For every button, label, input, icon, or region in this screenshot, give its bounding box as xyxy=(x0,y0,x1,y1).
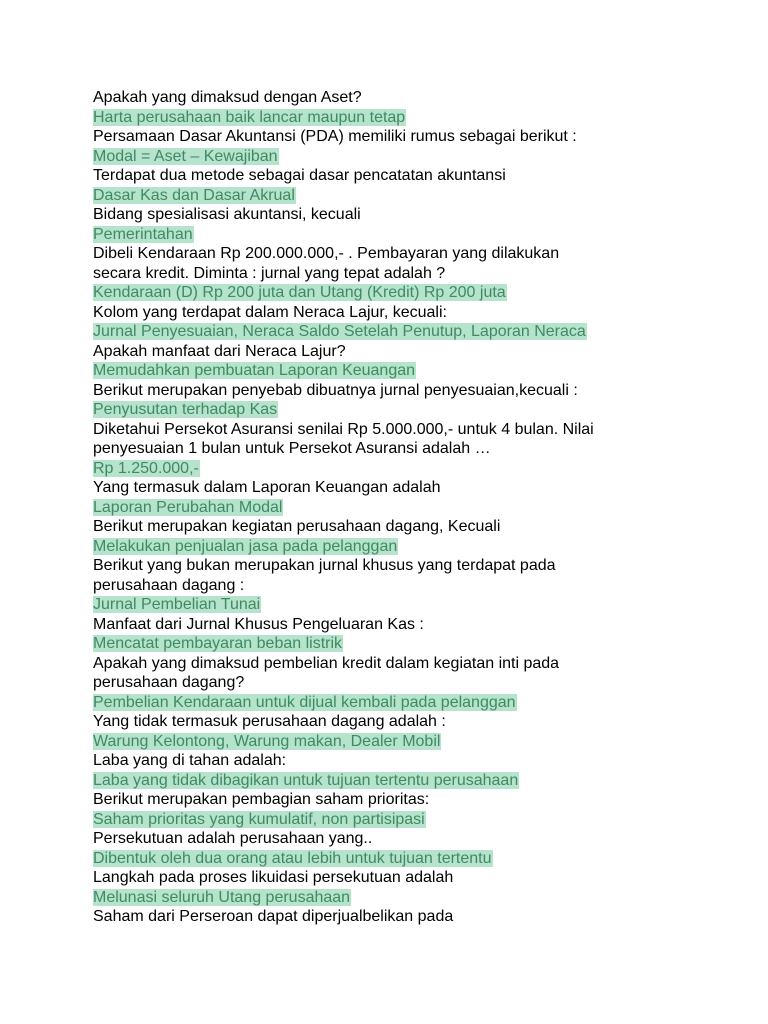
question-line: Langkah pada proses likuidasi persekutuan adalah xyxy=(93,869,454,886)
question-line: Saham dari Perseroan dapat diperjualbelikan pada xyxy=(93,908,454,925)
answer-line xyxy=(93,810,693,830)
question-line: Berikut merupakan penyebab dibuatnya jurnal penyesuaian,kecuali : xyxy=(93,381,578,399)
answer-highlight: Melunasi seluruh Utang perusahaan xyxy=(93,888,351,906)
document-body xyxy=(93,88,693,927)
answer-highlight: Rp 1.250.000,- xyxy=(93,459,199,477)
answer-highlight: Melakukan penjualan jasa pada pelanggan xyxy=(93,537,398,555)
answer-line xyxy=(93,225,693,245)
answer-highlight: Harta perusahaan baik lancar maupun tetap xyxy=(93,108,406,126)
answer-line xyxy=(93,693,693,713)
question-line: Apakah manfaat dari Neraca Lajur? xyxy=(93,342,346,360)
answer-line xyxy=(93,888,693,908)
question-line: Terdapat dua metode sebagai dasar pencatatan akuntansi xyxy=(93,167,506,184)
answer-line xyxy=(93,186,693,206)
answer-highlight: Memudahkan pembuatan Laporan Keuangan xyxy=(93,362,416,379)
question-line: Laba yang di tahan adalah: xyxy=(93,752,287,769)
answer-highlight: Laporan Perubahan Modal xyxy=(93,498,283,516)
answer-highlight: Pemerintahan xyxy=(93,225,193,243)
answer-highlight: Jurnal Pembelian Tunai xyxy=(93,596,261,613)
answer-line xyxy=(93,361,693,381)
answer-line xyxy=(93,771,693,791)
question-line: Persamaan Dasar Akuntansi (PDA) memiliki rumus sebagai berikut : xyxy=(93,128,577,145)
question-line: Berikut merupakan kegiatan perusahaan dagang, Kecuali xyxy=(93,518,501,535)
answer-highlight: Laba yang tidak dibagikan untuk tujuan tertentu perusahaan xyxy=(93,771,519,789)
question-line: Berikut merupakan pembagian saham prioritas: xyxy=(93,791,430,808)
answer-line xyxy=(93,147,693,167)
question-line: Manfaat dari Jurnal Khusus Pengeluaran Kas : xyxy=(93,615,424,633)
answer-line xyxy=(93,595,693,615)
answer-line xyxy=(93,400,693,420)
question-line: Yang termasuk dalam Laporan Keuangan adalah xyxy=(93,479,441,496)
answer-highlight: Modal = Aset – Kewajiban xyxy=(93,147,278,165)
answer-line xyxy=(93,322,693,342)
answer-line xyxy=(93,849,693,869)
question-line: Berikut yang bukan merupakan jurnal khusus yang terdapat pada xyxy=(93,557,556,574)
answer-highlight: Pembelian Kendaraan untuk dijual kembali pada pelanggan xyxy=(93,693,516,711)
answer-highlight: Penyusutan terhadap Kas xyxy=(93,401,278,418)
answer-highlight: Dibentuk oleh dua orang atau lebih untuk tujuan tertentu xyxy=(93,849,492,867)
question-line: Persekutuan adalah perusahaan yang.. xyxy=(93,830,373,847)
answer-highlight: Saham prioritas yang kumulatif, non partisipasi xyxy=(93,810,425,828)
question-line: perusahaan dagang : xyxy=(93,576,245,594)
answer-line xyxy=(93,459,693,479)
question-line: Diketahui Persekot Asuransi senilai Rp 5.000.000,- untuk 4 bulan. Nilai xyxy=(93,420,594,438)
answer-highlight: Jurnal Penyesuaian, Neraca Saldo Setelah Penutup, Laporan Neraca xyxy=(93,323,586,340)
answer-highlight: Warung Kelontong, Warung makan, Dealer Mobil xyxy=(93,732,441,750)
question-line: Kolom yang terdapat dalam Neraca Lajur, kecuali: xyxy=(93,303,447,321)
question-line: Apakah yang dimaksud pembelian kredit dalam kegiatan inti pada xyxy=(93,654,560,672)
answer-line xyxy=(93,108,693,128)
answer-highlight: Dasar Kas dan Dasar Akrual xyxy=(93,186,295,204)
question-line: Bidang spesialisasi akuntansi, kecuali xyxy=(93,206,361,223)
answer-highlight: Kendaraan (D) Rp 200 juta dan Utang (Kredit) Rp 200 juta xyxy=(93,284,506,301)
question-line: penyesuaian 1 bulan untuk Persekot Asuransi adalah … xyxy=(93,440,491,457)
answer-highlight: Mencatat pembayaran beban listrik xyxy=(93,635,343,652)
question-line: secara kredit. Diminta : jurnal yang tepat adalah ? xyxy=(93,264,446,282)
answer-line xyxy=(93,732,693,752)
answer-line xyxy=(93,283,693,303)
answer-line xyxy=(93,634,693,654)
answer-line xyxy=(93,498,693,518)
question-line: perusahaan dagang? xyxy=(93,674,245,691)
answer-line xyxy=(93,537,693,557)
question-line: Yang tidak termasuk perusahaan dagang adalah : xyxy=(93,713,446,730)
question-line: Dibeli Kendaraan Rp 200.000.000,- . Pembayaran yang dilakukan xyxy=(93,245,560,262)
question-line: Apakah yang dimaksud dengan Aset? xyxy=(93,89,362,106)
